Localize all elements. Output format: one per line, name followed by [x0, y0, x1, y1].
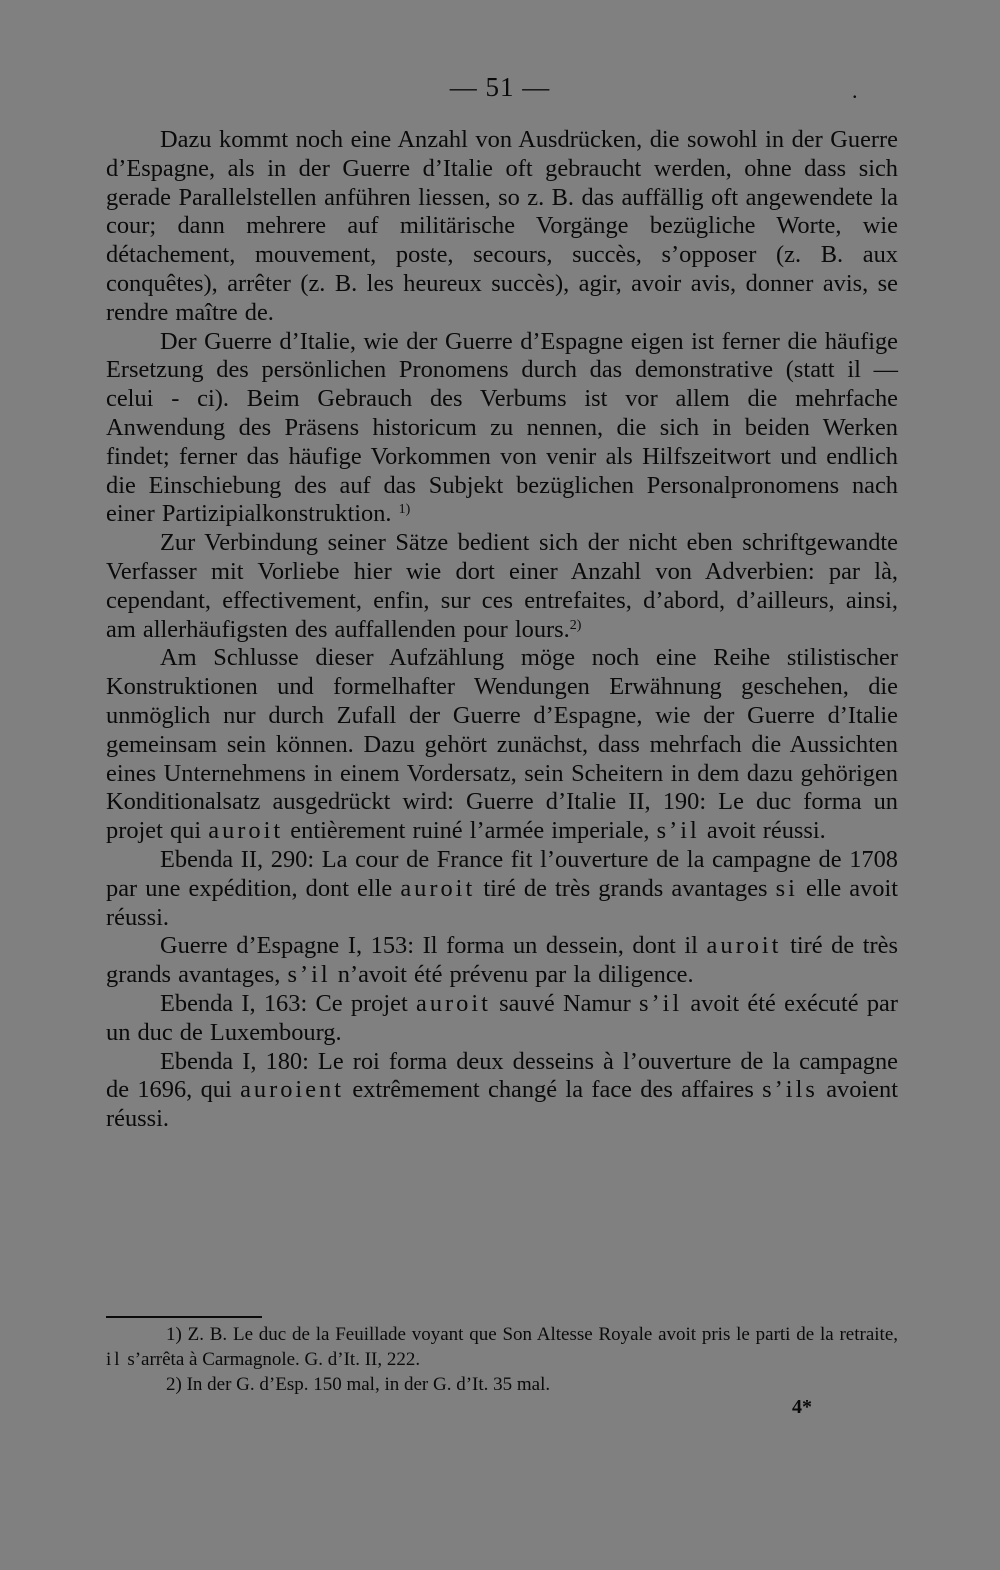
paragraph-8: Ebenda I, 180: Le roi forma deux desseins à l’ouverture de la campagne de 1696, qui auroient extrêmement changé la face des affaires s’ils avoient réussi.: [106, 1047, 898, 1133]
paragraph-6: Guerre d’Espagne I, 153: Il forma un dessein, dont il auroit tiré de très grands avantages, s’il n’avoit été prévenu par la diligence.: [106, 932, 898, 989]
footnote-ref-2: 2): [569, 617, 582, 633]
stray-mark: .: [852, 78, 858, 103]
paragraph-5: Ebenda II, 290: La cour de France fit l’ouverture de la campagne de 1708 par une expédition, dont elle auroit tiré de très grands avantages si elle avoit réussi.: [106, 845, 899, 931]
paragraph-4: Am Schlusse dieser Aufzählung möge noch eine Reihe stilistischer Konstruktionen und formelhafter Wendungen Erwähnung geschehen, die unmöglich nur durch Zufall der Guerre d’Espagne, wie der Guerre d’Italie gemeinsam sein können. Dazu gehört zunächst, dass mehrfach die Aussichten eines Unternehmens in einem Vordersatz, sein Scheitern in dem dazu gehörigen Konditionalsatz ausgedrückt wird: Guerre d’Italie II, 190: Le duc forma un projet qui auroit entièrement ruiné l’armée imperiale, s’il avoit réussi.: [106, 644, 898, 845]
paragraph-2: Der Guerre d’Italie, wie der Guerre d’Espagne eigen ist ferner die häufige Ersetzung des persönlichen Pronomens durch das demonstrative (statt il — celui - ci). Beim Gebrauch des Verbums ist vor allem die mehrfache Anwendung des Präsens historicum zu nennen, die sich in beiden Werken findet; ferner das häufige Vorkommen von venir als Hilfszeitwort und endlich die Einschiebung des auf das Subjekt bezüglichen Personalpronomens nach einer Partizipialkonstruktion. $^{1)}$: [106, 327, 898, 528]
signature-mark: 4*: [792, 1396, 812, 1418]
paragraph-7: Ebenda I, 163: Ce projet auroit sauvé Namur s’il avoit été exécuté par un duc de Luxembourg.: [106, 989, 898, 1046]
footnote-ref-1: 1): [398, 502, 411, 518]
body-text: [106, 126, 898, 1134]
footnote-1: 1) Z. B. Le duc de la Feuillade voyant que Son Altesse Royale avoit pris le parti de la retraite, il s’arrêta à Carmagnole. G. d’It. II, 222.: [106, 1324, 898, 1370]
footnote-2: 2) In der G. d’Esp. 150 mal, in der G. d’It. 35 mal.: [166, 1374, 551, 1395]
paragraph-3: Zur Verbindung seiner Sätze bedient sich der nicht eben schriftgewandte Verfasser mit Vorliebe hier wie dort einer Anzahl von Adverbien: par là, cependant, effectivement, enfin, sur ces entrefaites, d’abord, d’ailleurs, ainsi, am allerhäufigsten des auffallenden pour lours.$^{2)}$: [106, 529, 898, 643]
footnote-divider: [106, 1316, 262, 1318]
paragraph-1: Dazu kommt noch eine Anzahl von Ausdrücken, die sowohl in der Guerre d’Espagne, als in der Guerre d’Italie oft gebraucht werden, ohne dass sich gerade Parallelstellen anführen liessen, so z. B. das auffällig oft angewendete la cour; dann mehrere auf militärische Vorgänge bezügliche Worte, wie détachement, mouvement, poste, secours, succès, s’opposer (z. B. aux conquêtes), arrêter (z. B. les heureux succès), agir, avoir avis, donner avis, se rendre maître de.: [106, 126, 898, 326]
footnotes: [106, 1322, 898, 1397]
page-number: — 51 —: [449, 72, 551, 102]
